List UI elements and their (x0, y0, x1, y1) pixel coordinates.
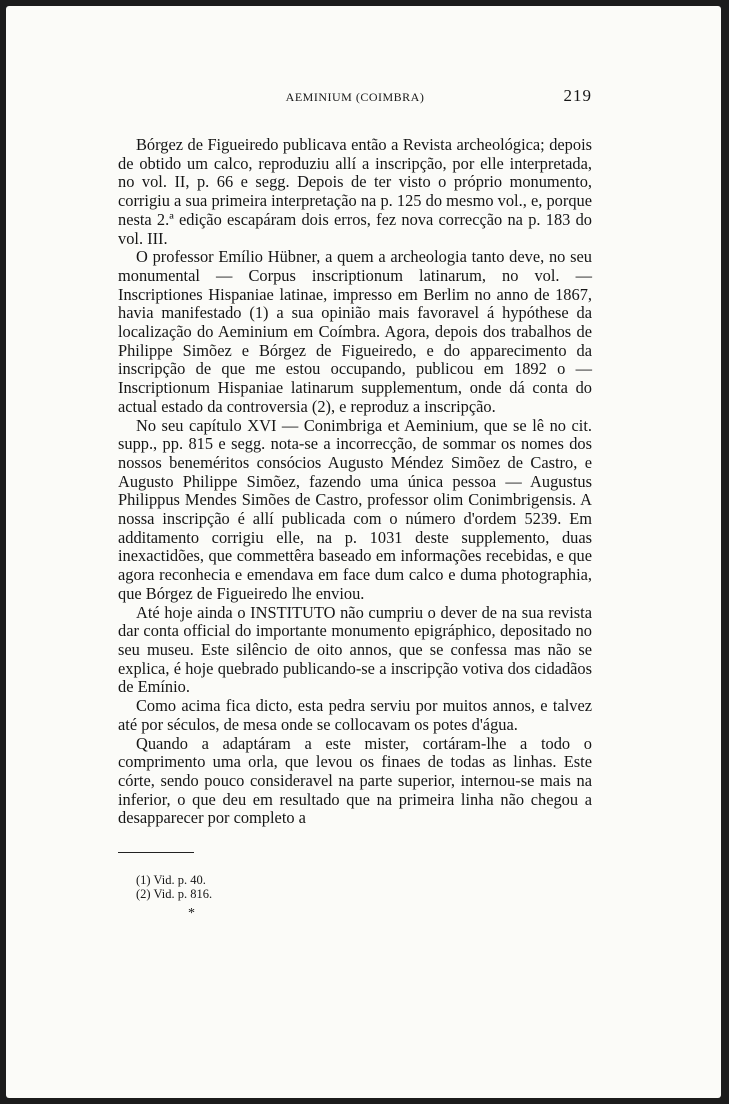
footnote: (2) Vid. p. 816. (136, 887, 213, 902)
paragraph: O professor Emílio Hübner, a quem a archeologia tanto deve, no seu monumental — Corpus inscriptionum latinarum, no vol. — Inscriptiones Hispaniae latinae, impresso em Berlim no anno de 1867, havia manifestado (1) a sua opinião mais favoravel á hypóthese da localização do Aeminium em Coímbra. Agora, depois dos trabalhos de Philippe Simõez e Bórgez de Figueiredo, e do apparecimento da inscripção de que me estou occupando, publicou em 1892 o — Inscriptionum Hispaniae latinarum supplementum, onde dá conta do actual estado da controversia (2), e reproduz a inscripção. (118, 247, 592, 416)
page-header (118, 86, 592, 112)
footnotes (136, 873, 592, 921)
book-page (6, 6, 721, 1098)
body-text (118, 136, 592, 828)
paragraph: Quando a adaptáram a este mister, cortáram-lhe a todo o comprimento uma orla, que levou os finaes de todas as linhas. Este córte, sendo pouco consideravel na parte superior, internou-se mais na inferior, o que deu em resultado que na primeira linha não chegou a desapparecer por completo a (118, 733, 592, 828)
paragraph: Até hoje ainda o INSTITUTO não cumpriu o dever de na sua revista dar conta official do importante monumento epigráphico, depositado no seu museu. Este silêncio de oito annos, que se confessa mas não se explica, é hoje quebrado publicando-se a inscripção votiva dos cidadãos de Emínio. (118, 602, 592, 697)
paragraph: Como acima fica dicto, esta pedra serviu por muitos annos, e talvez até por séculos, de mesa onde se collocavam os potes d'água. (118, 696, 592, 734)
paragraph: No seu capítulo XVI — Conimbriga et Aeminium, que se lê no cit. supp., pp. 815 e segg. nota-se a incorrecção, de sommar os nomes dos nossos beneméritos consócios Augusto Méndez Simõez de Castro, e Augusto Philippe Simõez, fazendo uma única pessoa — Augustus Philippus Mendes Simões de Castro, professor olim Conimbrigensis. A nossa inscripção é allí publicada com o número d'ordem 5239. Em additamento corrigiu elle, na p. 1031 deste supplemento, duas inexactidões, que commettêra baseado em informações recebidas, e que agora reconhecia e emendava em face dum calco e duma photographia, que Bórgez de Figueiredo lhe enviou. (118, 415, 592, 603)
asterisk-ornament: * (188, 906, 195, 922)
text-block (118, 86, 592, 921)
paragraph: Bórgez de Figueiredo publicava então a Revista archeológica; depois de obtido um calco, reproduziu allí a inscripção, por elle interpretada, no vol. II, p. 66 e segg. Depois de ter visto o próprio monumento, corrigiu a sua primeira interpretação na p. 125 do mesmo vol., e, porque nesta 2.ª edição escapáram dois erros, fez nova correcção na p. 183 do vol. III. (118, 135, 592, 248)
page-number: 219 (563, 86, 592, 105)
running-title: AEMINIUM (COIMBRA) (285, 90, 425, 104)
footnote-rule (118, 852, 194, 853)
footnote: (1) Vid. p. 40. (136, 873, 206, 888)
